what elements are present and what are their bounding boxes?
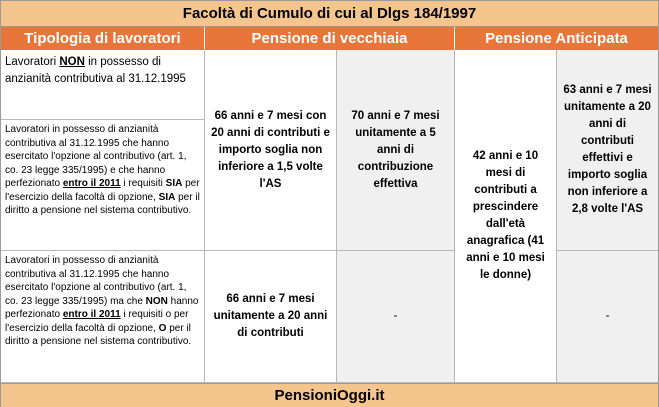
row3-text-entro: entro il 2011 xyxy=(62,309,121,320)
row1-description xyxy=(1,50,205,120)
row1-text-a: Lavoratori xyxy=(5,56,60,68)
row3-text-o: O xyxy=(158,322,167,334)
table-title: Facoltà di Cumulo di cui al Dlgs 184/1997 xyxy=(1,1,658,27)
row2-text-e: per l'esercizio della facoltà di opzione, xyxy=(5,178,200,203)
row2-text-entro: entro il 2011 xyxy=(62,178,121,189)
row3-text-e: i requisiti o per l'esercizio della facoltà di opzione, xyxy=(5,309,189,334)
row1-text-non: NON xyxy=(59,56,85,68)
footer-brand: PensioniOggi.it xyxy=(1,383,658,407)
row3-text-non: NON xyxy=(145,295,168,307)
header-vecchiaia: Pensione di vecchiaia xyxy=(205,27,455,50)
row3-text-g: per il diritto a pensione nel sistema contributivo. xyxy=(5,322,192,347)
vecchiaia-row3-col-b: - xyxy=(337,251,455,383)
row2-text-c: i requisiti xyxy=(120,178,166,189)
vecchiaia-rows12-col-b: 70 anni e 7 mesi unitamente a 5 anni di contribuzione effettiva xyxy=(337,50,455,251)
row2-text-sia1: SIA xyxy=(165,178,183,189)
vecchiaia-row3-col-a: 66 anni e 7 mesi unitamente a 20 anni di contributi xyxy=(205,251,337,383)
row2-text-sia2: SIA xyxy=(158,191,176,203)
anticipata-rows12-col-b: 63 anni e 7 mesi unitamente a 20 anni di contributi effettivi e importo soglia non inferiore a 2,8 volte l'AS xyxy=(557,50,658,251)
anticipata-row3-col-b: - xyxy=(557,251,658,383)
anticipata-all-rows-col-a: 42 anni e 10 mesi di contributi a prescindere dall'età anagrafica (41 anni e 10 mesi le donne) xyxy=(455,50,557,383)
row3-text-c: hanno perfezionato xyxy=(5,295,199,320)
row2-text-a: Lavoratori in possesso di anzianità contributiva al 31.12.1995 che hanno esercitato l'opzione al contributivo (art. 1, co. 23 legge 335/1995) e che hanno perfezionato xyxy=(5,124,187,189)
row3-text-a: Lavoratori in possesso di anzianità contributiva al 31.12.1995 che hanno esercitato l'opzione al contributivo (art. 1, co. 23 legge 335/1995) ma che xyxy=(5,255,187,307)
row2-description xyxy=(1,120,205,251)
vecchiaia-rows12-col-a: 66 anni e 7 mesi con 20 anni di contributi e importo soglia non inferiore a 1,5 volte l'AS xyxy=(205,50,337,251)
header-tipologia: Tipologia di lavoratori xyxy=(1,27,205,50)
header-anticipata: Pensione Anticipata xyxy=(455,27,658,50)
row1-text-c: in possesso di anzianità contributiva al 31.12.1995 xyxy=(5,56,186,85)
row2-text-g: per il diritto a pensione nel sistema contributivo. xyxy=(5,191,200,216)
row3-description xyxy=(1,251,205,383)
